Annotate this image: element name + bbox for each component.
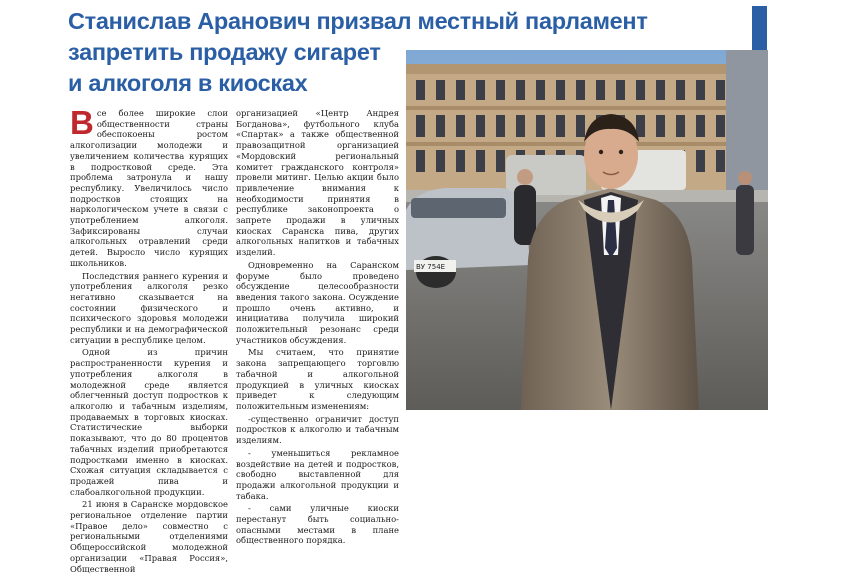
paragraph: Одной из причин распространенности курения и употребления алкоголя в молодежной среде является облегченный доступ подростков к алкоголю и табачным изделиям, продаваемых в торговых киосках. Статистические выборки показывают, что до 80 процентов табачных изделий приобретаются подростками именно в киосках. Схожая ситуация складывается с продажей пива и слабоалкогольной продукции. [70, 347, 228, 497]
paragraph: Мы считаем, что принятие закона запрещающего торговлю табачной и алкогольной продукцией в уличных киосках приведет к следующим положительным изменениям: [236, 347, 399, 411]
paragraph [70, 104, 228, 269]
article-column-1 [70, 104, 228, 576]
dropcap: В [70, 104, 94, 141]
headline-line-1: Станислав Аранович призвал местный парламент [68, 8, 648, 34]
headline-line-3: и алкоголя в киосках [68, 70, 308, 96]
paragraph: - уменьшиться рекламное воздействие на детей и подростков, свободно выставленной для продажи алкогольной продукции и табака. [236, 447, 399, 501]
street-photo-illustration [406, 50, 768, 410]
building-icon [406, 50, 768, 200]
paragraph: Одновременно на Саранском форуме было проведено обсуждение целесообразности введения такого закона. Осуждение прошло очень активно, и инициатива получила широкий положительный резонанс среди участников обсуждения. [236, 259, 399, 345]
headline-line-2: запретить продажу сигарет [68, 39, 381, 65]
paragraph: Последствия раннего курения и употребления алкоголя резко негативно сказывается на состоянии физического и психического здоровья молодежи республики и на демографической ситуации в республике целом. [70, 270, 228, 345]
paragraph: 21 июня в Саранске мордовское региональное отделение партии «Правое дело» совместно с региональными отделениями Общероссийской молодежной организации «Правая Россия», Общественной [70, 499, 228, 574]
paragraph: - сами уличные киоски перестанут быть социально-опасными местами в плане общественного порядка. [236, 503, 399, 546]
paragraph: организацией «Центр Андрея Богданова», футбольного клуба «Спартак» а также общественной правозащитной организацией «Мордовский региональный комитет гражданского контроля» провели митинг. Целью акции было привлечение внимания к необходимости принятия в республике законопроекта о запрете продажи в уличных киосках Саранска пива, других алкогольных напитков и табачных изделий. [236, 108, 399, 258]
decorative-strip [752, 6, 767, 50]
article-photo [406, 50, 768, 410]
paragraph: -существенно ограничит доступ подростков к алкоголю и табачным изделиям. [236, 413, 399, 446]
article-column-2 [236, 108, 399, 548]
license-plate: ВУ 754Е [416, 263, 446, 271]
paragraph-text: се более широкие слои общественности страны обеспокоены ростом алкоголизации молодежи и увеличением количества курящих в подростковой среде. Эта проблема затронула и нашу республику. Увеличилось число подростков стоящих на наркологическом учете в связи с употреблением алкоголя. Зафиксированы случаи алкогольных отравлений среди детей. Выросло число курящих школьников. [70, 108, 228, 268]
